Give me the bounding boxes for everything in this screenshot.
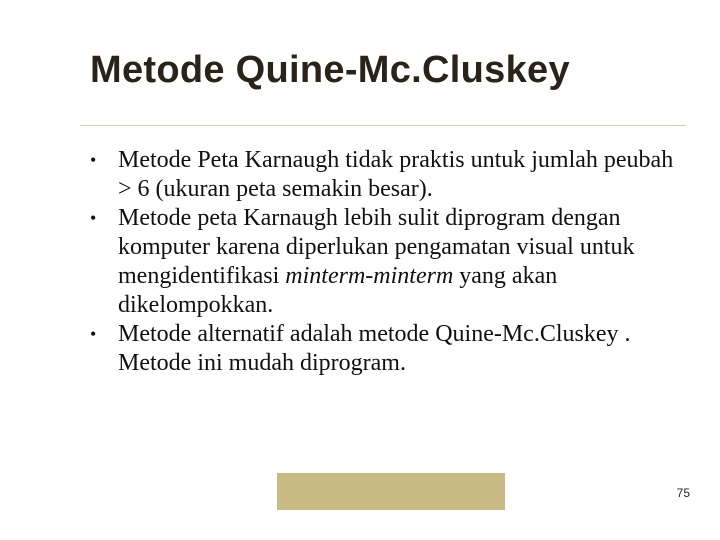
bullet-text-2: Metode peta Karnaugh lebih sulit diprogram dengan komputer karena diperlukan pengamatan visual untuk mengidentifikasi <box>118 205 635 289</box>
bullet-text-1: Metode Peta Karnaugh tidak praktis untuk jumlah peubah > 6 (ukuran peta semakin besar). <box>118 147 674 202</box>
footer-bar <box>277 473 505 510</box>
bullet-text-3: Metode alternatif adalah metode Quine-Mc.Cluskey . Metode ini mudah diprogram. <box>118 321 631 376</box>
slide-title: Metode Quine-Mc.Cluskey <box>90 49 570 91</box>
bullet-item-3 <box>90 320 690 378</box>
bullet-dot-icon: • <box>90 208 97 228</box>
bullet-item-2 <box>90 204 690 320</box>
bullet-dot-icon: • <box>90 150 97 170</box>
bullet-text-2-emphasis: minterm-minterm <box>285 263 454 289</box>
bullet-text-2-end: yang akan dikelompokkan. <box>118 263 558 318</box>
title-divider <box>80 125 686 126</box>
bullet-item-1 <box>90 146 690 204</box>
page-number: 75 <box>676 486 690 500</box>
bullet-dot-icon: • <box>90 324 97 344</box>
bullet-list <box>90 146 690 378</box>
